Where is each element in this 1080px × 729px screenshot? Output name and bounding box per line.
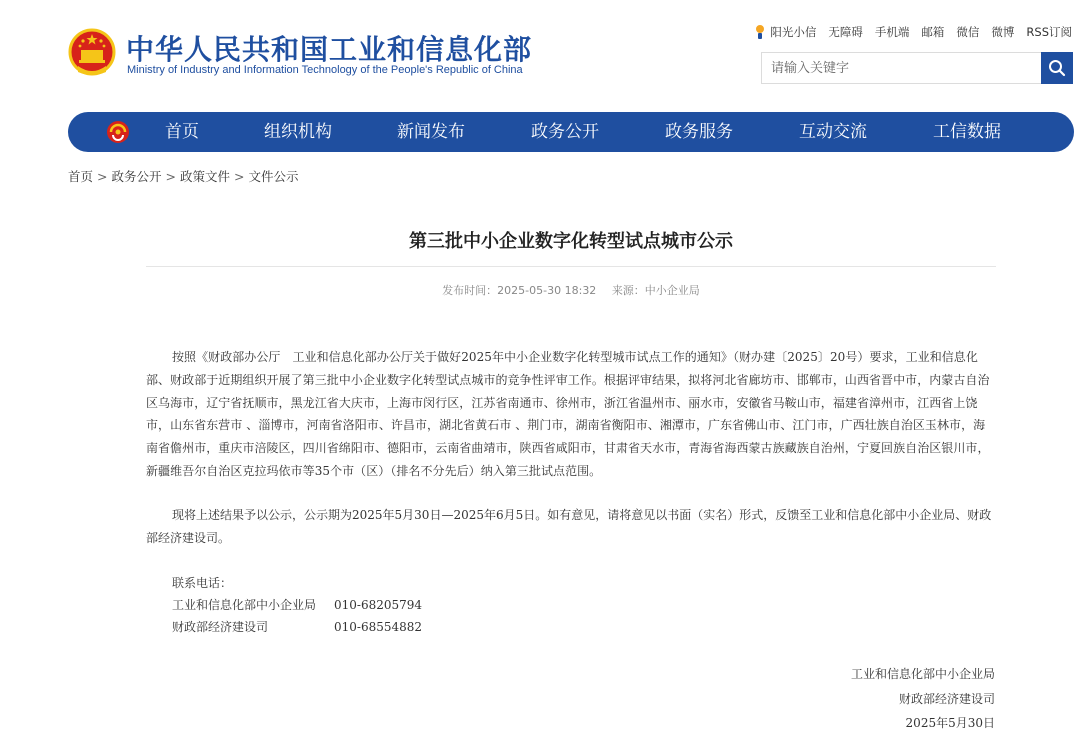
nav-home[interactable]: 首页 — [165, 122, 199, 142]
nav-interaction[interactable]: 互动交流 — [799, 122, 867, 142]
toplink-sunshine[interactable] — [753, 24, 816, 40]
toplink-mail[interactable]: 邮箱 — [921, 25, 945, 39]
top-links — [753, 24, 1072, 40]
publish-time: 发布时间：2025-05-30 18:32 — [442, 284, 597, 297]
article-paragraph: 现将上述结果予以公示，公示期为2025年5月30日—2025年6月5日。如有意见，请将意见以书面（实名）形式，反馈至工业和信息化部中小企业局、财政部经济建设司。 — [146, 508, 992, 545]
signature-org: 工业和信息化部中小企业局 — [850, 667, 995, 681]
breadcrumb-separator: > — [234, 169, 245, 184]
nav-government-affairs[interactable]: 政务公开 — [531, 122, 599, 142]
contact-phone: 010-68554882 — [334, 620, 423, 634]
toplink-mobile[interactable]: 手机端 — [874, 25, 910, 39]
search-input[interactable] — [762, 53, 1042, 83]
toplink-weibo[interactable]: 微博 — [991, 25, 1015, 39]
search-box — [761, 52, 1073, 84]
contact-phone: 010-68205794 — [334, 598, 423, 612]
signature-date: 2025年5月30日 — [905, 716, 995, 729]
main-nav — [68, 112, 1074, 152]
toplink-wechat[interactable]: 微信 — [956, 25, 980, 39]
contact-row — [172, 594, 672, 616]
article-paragraph: 按照《财政部办公厅 工业和信息化部办公厅关于做好2025年中小企业数字化转型城市试点工作的通知》（财办建〔2025〕20号）要求，工业和信息化部、财政部于近期组织开展了第三批中小企业数字化转型试点城市的竞争性评审工作。根据评审结果，拟将河北省廊坊市、邯郸市，山西省晋中市，内蒙古自治区乌海市，辽宁省抚顺市，黑龙江省大庆市，上海市闵行区，江苏省南通市、徐州市，浙江省温州市、丽水市，安徽省马鞍山市，福建省漳州市，江西省上饶市，山东省东营市 、淄博市，河南省洛阳市、许昌市，湖北省黄石市 、荆门市，湖南省衡阳市、湘潭市，广东省佛山市、江门市，广西壮族自治区玉林市，海南省儋州市，重庆市涪陵区，四川省绵阳市、德阳市，云南省曲靖市，陕西省咸阳市，甘肃省天水市，青海省海西蒙古族藏族自治州，宁夏回族自治区银川市，新疆维吾尔自治区克拉玛依市等35个市（区）（排名不分先后）纳入第三批试点范围。 — [146, 350, 990, 478]
toplink-label: 阳光小信 — [770, 25, 817, 39]
contact-org: 财政部经济建设司 — [172, 620, 269, 634]
toplink-rss[interactable]: RSS订阅 — [1026, 25, 1072, 39]
nav-organization[interactable]: 组织机构 — [264, 122, 332, 142]
search-button[interactable] — [1041, 52, 1073, 84]
article-meta — [146, 282, 996, 298]
title-divider — [146, 266, 996, 267]
ministry-logo-icon — [106, 120, 130, 144]
breadcrumb-policy-files[interactable]: 政策文件 — [180, 169, 231, 184]
breadcrumb-separator: > — [97, 169, 108, 184]
search-icon — [1048, 59, 1066, 77]
contact-label: 联系电话： — [172, 576, 233, 590]
sunshine-icon — [753, 24, 767, 40]
article-source: 来源：中小企业局 — [611, 284, 700, 297]
breadcrumb-government-affairs[interactable]: 政务公开 — [111, 169, 162, 184]
signature-block — [851, 662, 995, 729]
breadcrumb — [68, 167, 299, 185]
signature-org: 财政部经济建设司 — [898, 691, 995, 706]
contact-row — [172, 616, 672, 638]
nav-data[interactable]: 工信数据 — [933, 122, 1001, 142]
nav-news[interactable]: 新闻发布 — [397, 122, 465, 142]
site-title-english[interactable]: Ministry of Industry and Information Technology of the People's Republic of China — [127, 64, 523, 76]
site-title[interactable]: 中华人民共和国工业和信息化部 — [126, 33, 533, 66]
nav-services[interactable]: 政务服务 — [665, 122, 733, 142]
article-title: 第三批中小企业数字化转型试点城市公示 — [409, 231, 733, 252]
national-emblem-icon[interactable] — [68, 28, 116, 78]
breadcrumb-separator: > — [165, 169, 176, 184]
contact-org: 工业和信息化部中小企业局 — [172, 598, 317, 612]
contact-block — [172, 572, 672, 638]
breadcrumb-home[interactable]: 首页 — [68, 169, 94, 184]
breadcrumb-file-notice[interactable]: 文件公示 — [248, 169, 299, 184]
site-header — [0, 0, 1080, 110]
toplink-accessibility[interactable]: 无障碍 — [828, 25, 863, 39]
